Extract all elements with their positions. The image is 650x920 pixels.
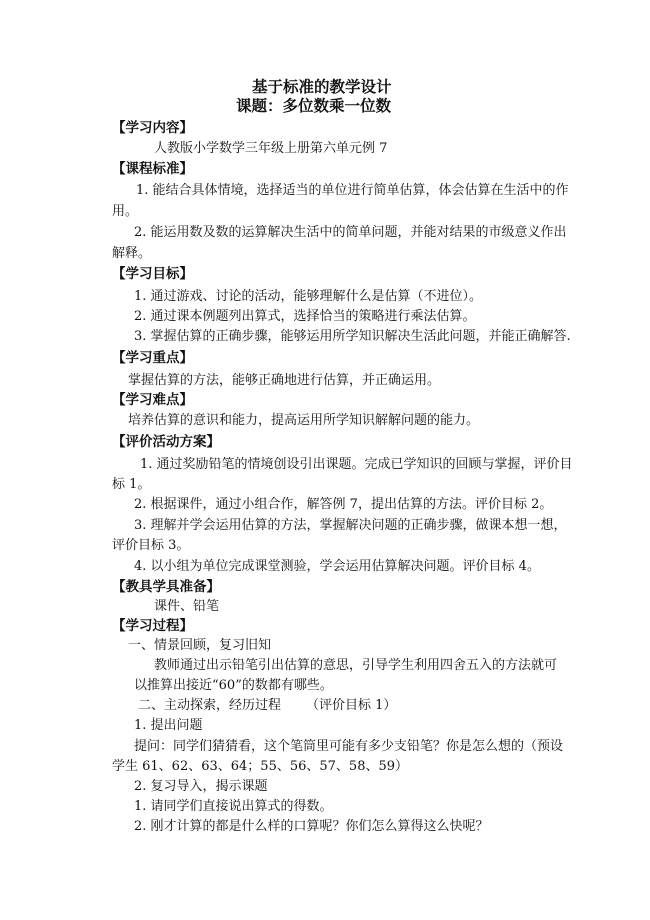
process-step-1-text-line-2: 以推算出接近“60”的数都有哪些。 <box>134 678 333 693</box>
section-difficulty-heading: 【学习难点】 <box>112 392 193 408</box>
evaluation-3-line-2: 评价目标 3。 <box>112 538 190 553</box>
tools-text: 课件、铅笔 <box>154 599 220 614</box>
standard-1-line-1: 1. 能结合具体情境，选择适当的单位进行简单估算，体会估算在生活中的作 <box>136 183 569 198</box>
question-1: 1. 请同学们直接说出算式的得数。 <box>134 799 333 814</box>
evaluation-4: 4. 以小组为单位完成课堂测验，学会运用估算解决问题。评价目标 4。 <box>134 559 540 574</box>
section-tools-heading: 【教具学具准备】 <box>112 579 220 595</box>
standard-1-line-2: 用。 <box>112 204 139 219</box>
question-2: 2. 刚才计算的都是什么样的口算呢？你们怎么算得这么快呢？ <box>134 819 489 834</box>
key-text: 掌握估算的方法，能够正确地进行估算，并正确运用。 <box>128 373 441 388</box>
goal-2: 2. 通过课本例题列出算式，选择恰当的策略进行乘法估算。 <box>134 309 476 324</box>
lesson-subtitle: 课题：多位数乘一位数 <box>236 96 392 115</box>
process-step-2-1-text-line-2: 学生 61、62、63、64；55、56、57、58、59） <box>112 759 409 774</box>
standard-2-line-1: 2. 能运用数及数的运算解决生活中的简单问题，并能对结果的市级意义作出 <box>134 225 567 240</box>
process-step-2-evaluation: （评价目标 1） <box>306 698 397 713</box>
evaluation-3-line-1: 3. 理解并学会运用估算的方法，掌握解决问题的正确步骤，做课本想一想， <box>134 518 567 533</box>
content-text: 人教版小学数学三年级上册第六单元例 7 <box>154 141 388 156</box>
goal-1: 1. 通过游戏、讨论的活动，能够理解什么是估算（不进位）。 <box>134 289 483 304</box>
process-step-2-heading: 二、主动探索，经历过程 <box>138 698 282 713</box>
goal-3: 3. 掌握估算的正确步骤，能够运用所学知识解决生活此问题，并能正确解答. <box>134 329 571 344</box>
section-evaluation-heading: 【评价活动方案】 <box>112 434 220 450</box>
section-key-heading: 【学习重点】 <box>112 350 193 366</box>
evaluation-2: 2. 根据课件，通过小组合作，解答例 7，提出估算的方法。评价目标 2。 <box>134 497 553 512</box>
section-goals-heading: 【学习目标】 <box>112 266 193 282</box>
document-title: 基于标准的教学设计 <box>252 77 392 96</box>
evaluation-1-line-1: 1. 通过奖励铅笔的情境创设引出课题。完成已学知识的回顾与掌握，评价目 <box>140 457 573 472</box>
standard-2-line-2: 解释。 <box>112 246 152 261</box>
difficulty-text: 培养估算的意识和能力，提高运用所学知识解解问题的能力。 <box>128 413 480 428</box>
process-step-1-text-line-1: 教师通过出示铅笔引出估算的意思，引导学生利用四舍五入的方法就可 <box>154 658 558 673</box>
section-process-heading: 【学习过程】 <box>112 618 193 634</box>
process-step-1-heading: 一、情景回顾，复习旧知 <box>128 638 272 653</box>
section-content-heading: 【学习内容】 <box>112 120 193 136</box>
process-step-2-2-heading: 2. 复习导入，揭示课题 <box>134 779 268 794</box>
evaluation-1-line-2: 标 1。 <box>112 477 151 492</box>
section-standard-heading: 【课程标准】 <box>112 161 193 177</box>
process-step-2-1-heading: 1. 提出问题 <box>134 718 203 733</box>
process-step-2-1-text-line-1: 提问：同学们猜猜看，这个笔筒里可能有多少支铅笔？你是怎么想的（预设 <box>134 739 564 754</box>
